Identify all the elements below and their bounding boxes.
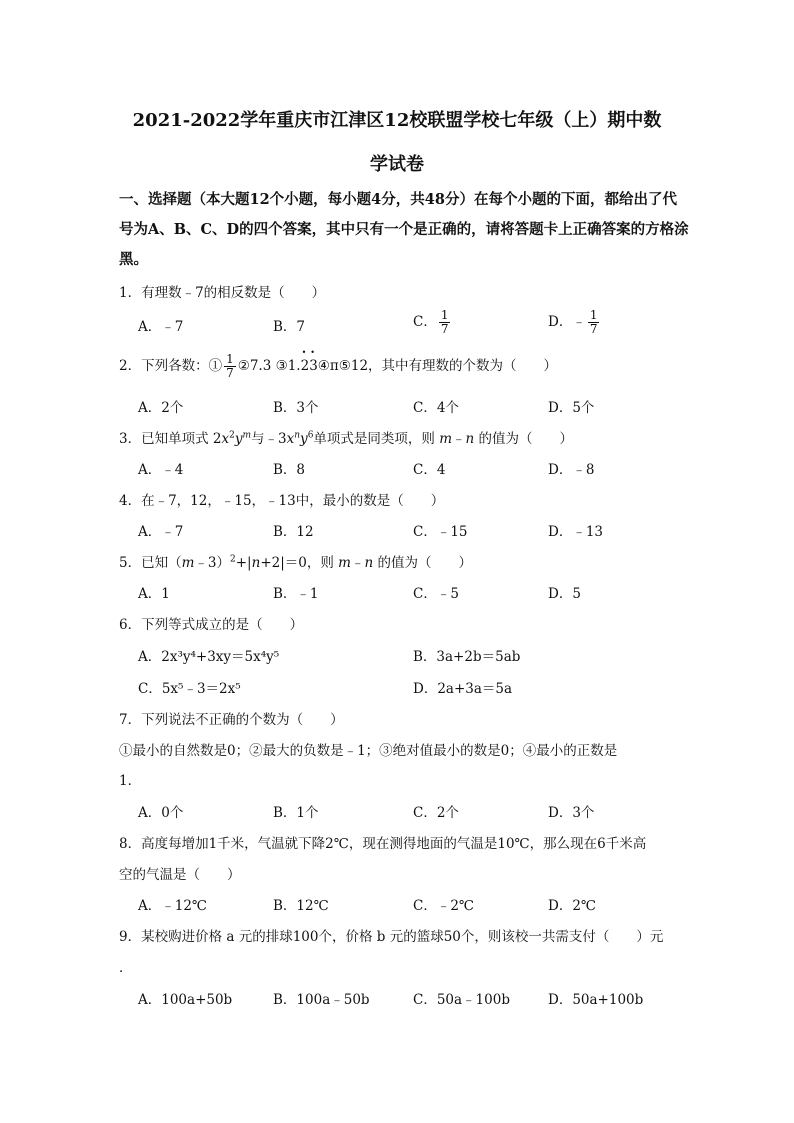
section-line: 一、选择题（本大题12个小题，每小题4分，共48分）在每个小题的下面，都给出了代 [119, 191, 677, 208]
question-9-option-d[interactable]: D．50a+100b [548, 992, 644, 1008]
question-7-statement: 1． [119, 773, 142, 789]
question-6-option-a[interactable]: A．2x³y⁴+3xy＝5x⁴y⁵ [138, 649, 280, 665]
question-7-stem: 7．下列说法不正确的个数为（ ） [119, 712, 344, 728]
question-8-option-b[interactable]: B．12℃ [273, 898, 329, 914]
question-6-stem: 6．下列等式成立的是（ ） [119, 617, 304, 633]
question-1-stem: 1．有理数﹣7的相反数是（ ） [119, 285, 326, 301]
question-4-option-d[interactable]: D．﹣13 [548, 524, 604, 540]
section-line: 号为A、B、C、D的四个答案，其中只有一个是正确的，请将答题卡上正确答案的方格涂 [119, 221, 689, 238]
question-8-option-c[interactable]: C．﹣2℃ [413, 898, 475, 914]
option-label: C． [413, 314, 437, 330]
question-6-option-d[interactable]: D．2a+3a＝5a [413, 681, 513, 697]
question-3-option-b[interactable]: B．8 [273, 462, 306, 478]
question-9-stem-cont: ． [119, 960, 133, 976]
question-5-option-d[interactable]: D．5 [548, 586, 581, 602]
exam-title-line2: 学试卷 [370, 154, 424, 175]
question-6-option-c[interactable]: C．5x⁵﹣3＝2x⁵ [138, 681, 241, 697]
repeating-digit: • 2 [301, 358, 310, 374]
question-4-option-b[interactable]: B．12 [273, 524, 314, 540]
question-1-option-b[interactable]: B．7 [273, 319, 306, 335]
question-1-option-a[interactable]: A．﹣7 [138, 319, 184, 335]
question-5-option-b[interactable]: B．﹣1 [273, 586, 319, 602]
question-2-option-c[interactable]: C．4个 [413, 400, 459, 416]
question-8-stem-cont: 空的气温是（ ） [119, 867, 241, 883]
question-1-option-c[interactable] [413, 309, 452, 336]
question-9-option-c[interactable]: C．50a﹣100b [413, 992, 510, 1008]
fraction: $\frac{1}{7}$ [440, 308, 449, 336]
question-2-option-a[interactable]: A．2个 [138, 400, 184, 416]
question-8-option-d[interactable]: D．2℃ [548, 898, 597, 914]
question-7-option-c[interactable]: C．2个 [413, 805, 459, 821]
section-line: 黑。 [119, 251, 148, 268]
question-7-option-b[interactable]: B．1个 [273, 805, 319, 821]
question-2-option-d[interactable]: D．5个 [548, 400, 595, 416]
question-1-option-d[interactable] [548, 309, 601, 336]
question-7-option-a[interactable]: A．0个 [138, 805, 184, 821]
question-9-option-a[interactable]: A．100a+50b [138, 992, 233, 1008]
question-5-stem: 5．已知（m﹣3）$^2$+|n+2|＝0，则 m﹣n 的值为（ ） [119, 554, 472, 571]
question-7-statement: ①最小的自然数是0；②最大的负数是﹣1；③绝对值最小的数是0；④最小的正数是 [119, 743, 618, 759]
question-9-stem: 9．某校购进价格 a 元的排球100个，价格 b 元的篮球50个，则该校一共需支付（ ）元 [119, 929, 664, 945]
repeating-digit: • 3 [309, 358, 318, 374]
question-5-option-a[interactable]: A．1 [138, 586, 170, 602]
question-4-option-a[interactable]: A．﹣7 [138, 524, 184, 540]
question-5-option-c[interactable]: C．﹣5 [413, 586, 459, 602]
question-4-stem: 4．在﹣7，12，﹣15，﹣13中，最小的数是（ ） [119, 493, 445, 509]
fraction: $\frac{1}{7}$ [226, 352, 234, 380]
question-8-option-a[interactable]: A．﹣12℃ [138, 898, 208, 914]
exam-title-line1: 2021-2022学年重庆市江津区12校联盟学校七年级（上）期中数 [132, 110, 662, 131]
question-3-stem: 3．已知单项式 $2x^2y^m$与$﹣3x^ny^6$单项式是同类项，则 m﹣n 的值为（ ） [119, 430, 574, 447]
question-7-option-d[interactable]: D．3个 [548, 805, 595, 821]
question-4-option-c[interactable]: C．﹣15 [413, 524, 468, 540]
question-3-option-a[interactable]: A．﹣4 [138, 462, 184, 478]
question-2-stem: 2．下列各数：① $\frac{1}{7}$ ②7.3 ③1.• 2• 3④π⑤12，其中有理数的个数为（ ） [119, 353, 557, 380]
question-2-option-b[interactable]: B．3个 [273, 400, 319, 416]
question-6-option-b[interactable]: B．3a+2b＝5ab [413, 649, 521, 665]
question-9-option-b[interactable]: B．100a﹣50b [273, 992, 370, 1008]
option-label: D．﹣ [548, 314, 586, 330]
question-3-option-d[interactable]: D．﹣8 [548, 462, 595, 478]
question-8-stem: 8．高度每增加1千米，气温就下降2℃，现在测得地面的气温是10℃，那么现在6千米高 [119, 836, 647, 852]
fraction: $\frac{1}{7}$ [589, 308, 598, 336]
question-3-option-c[interactable]: C．4 [413, 462, 446, 478]
